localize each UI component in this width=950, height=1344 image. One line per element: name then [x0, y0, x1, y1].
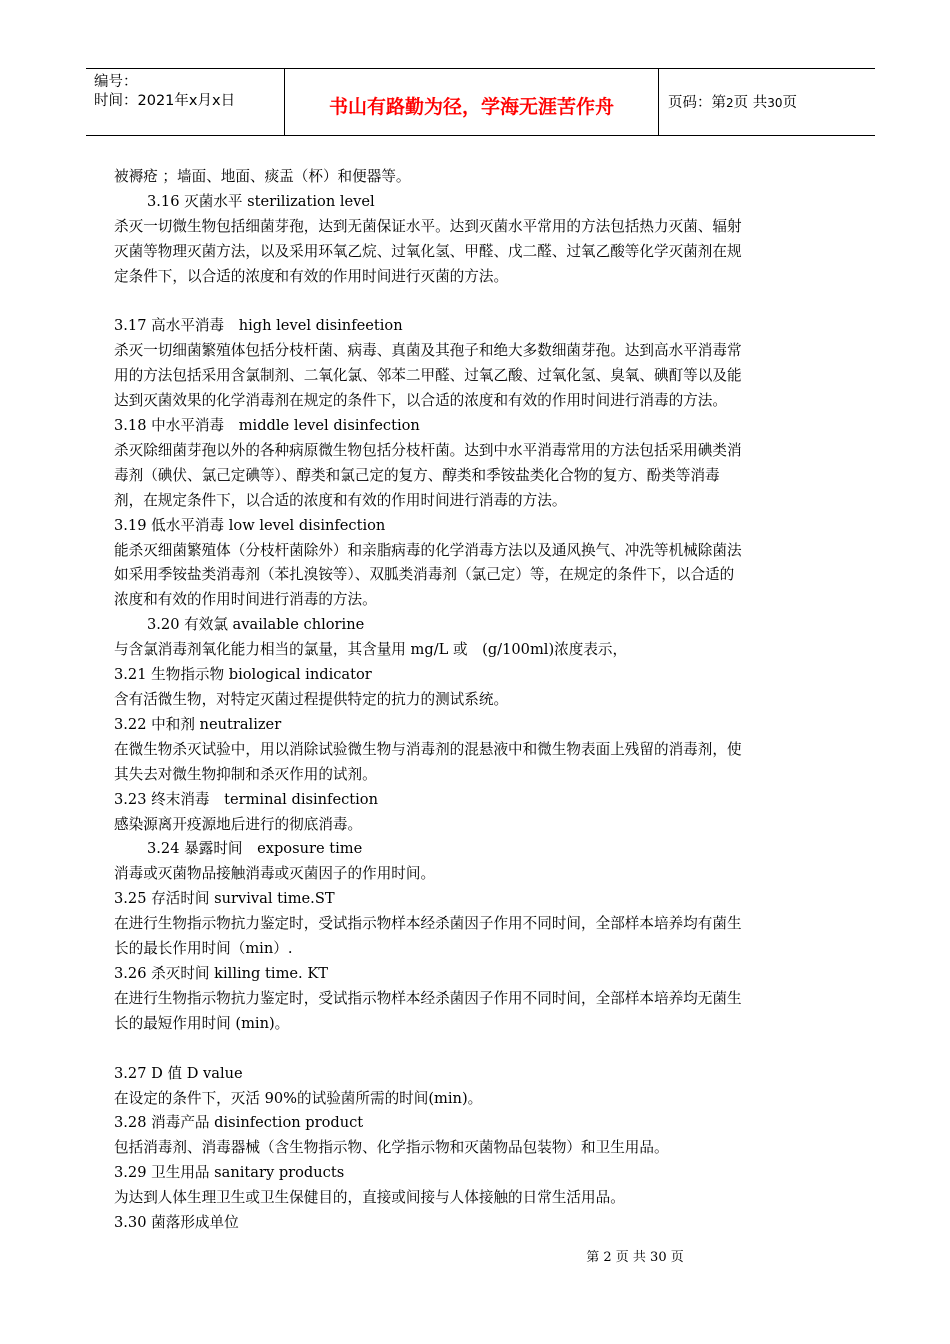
section-heading: 3.20 有效氯 available chlorine [147, 616, 365, 634]
section-heading: 3.17 高水平消毒 high level disinfeetion [114, 317, 403, 335]
page-total: 30 [767, 96, 783, 110]
text-line: 在进行生物指示物抗力鉴定时，受试指示物样本经杀菌因子作用不同时间，全部样本培养均无菌生 [114, 989, 742, 1007]
page-current: 2 [726, 96, 734, 110]
text-line: 用的方法包括采用含氯制剂、二氧化氯、邻苯二甲醛、过氧乙酸、过氧化氢、臭氧、碘酊等以及能 [114, 367, 742, 385]
text-line: 浓度和有效的作用时间进行消毒的方法。 [114, 591, 377, 609]
section-heading: 3.23 终末消毒 terminal disinfection [114, 790, 378, 808]
section-heading: 3.16 灭菌水平 sterilization level [147, 192, 375, 210]
header-motto-cell [285, 69, 659, 135]
section-heading: 3.25 存活时间 survival time.ST [114, 890, 335, 908]
section-heading: 3.27 D 值 D value [114, 1064, 243, 1082]
motto-text: 书山有路勤为径，学海无涯苦作舟 [328, 96, 614, 118]
text-line: 与含氯消毒剂氧化能力相当的氯量，其含量用 mg/L 或 (g/100ml)浓度表示， [114, 641, 628, 659]
section-heading: 3.30 菌落形成单位 [114, 1214, 239, 1232]
text-line: 消毒或灭菌物品接触消毒或灭菌因子的作用时间。 [114, 865, 436, 883]
text-line: 剂，在规定条件下，以合适的浓度和有效的作用时间进行消毒的方法。 [114, 491, 567, 509]
text-line: 在微生物杀灭试验中，用以消除试验微生物与消毒剂的混悬液中和微生物表面上残留的消毒剂，使 [114, 740, 742, 758]
text-line: 达到灭菌效果的化学消毒剂在规定的条件下，以合适的浓度和有效的作用时间进行消毒的方法。 [114, 392, 727, 410]
page-suffix: 页 [782, 95, 798, 111]
text-line: 在设定的条件下，灭活 90%的试验菌所需的时间(min)。 [114, 1089, 483, 1107]
text-line: 为达到人体生理卫生或卫生保健目的，直接或间接与人体接触的日常生活用品。 [114, 1189, 625, 1207]
section-heading: 3.19 低水平消毒 low level disinfection [114, 516, 386, 534]
section-heading: 3.21 生物指示物 biological indicator [114, 666, 372, 684]
doc-time-label: 时间：2021年x月x日 [94, 93, 236, 109]
text-line: 含有活微生物，对特定灭菌过程提供特定的抗力的测试系统。 [114, 691, 509, 709]
text-line: 定条件下，以合适的浓度和有效的作用时间进行灭菌的方法。 [114, 267, 509, 285]
text-line: 在进行生物指示物抗力鉴定时，受试指示物样本经杀菌因子作用不同时间，全部样本培养均有菌生 [114, 915, 742, 933]
blank-line [114, 1037, 854, 1062]
text-line: 杀灭一切细菌繁殖体包括分枝杆菌、病毒、真菌及其孢子和绝大多数细菌芽孢。达到高水平消毒常 [114, 342, 742, 360]
text-line: 毒剂（碘伏、氯己定碘等）、醇类和氯己定的复方、醇类和季铵盐类化合物的复方、酚类等消毒 [114, 466, 720, 484]
text-line: 杀灭除细菌芽孢以外的各种病原微生物包括分枝杆菌。达到中水平消毒常用的方法包括采用碘类消 [114, 441, 742, 459]
page-number-info [668, 94, 797, 113]
page-footer: 第 2 页 共 30 页 [586, 1250, 684, 1265]
header-page-cell [659, 69, 875, 135]
text-line: 包括消毒剂、消毒器械（含生物指示物、化学指示物和灭菌物品包装物）和卫生用品。 [114, 1139, 669, 1157]
header-meta-cell [86, 69, 285, 135]
text-line: 长的最长作用时间（min）. [114, 940, 293, 958]
page-prefix: 页码：第 [668, 95, 726, 111]
section-heading: 3.24 暴露时间 exposure time [147, 840, 363, 858]
text-line: 杀灭一切微生物包括细菌芽孢，达到无菌保证水平。达到灭菌水平常用的方法包括热力灭菌、辐射 [114, 217, 742, 235]
section-heading: 3.18 中水平消毒 middle level disinfection [114, 417, 420, 435]
section-heading: 3.28 消毒产品 disinfection product [114, 1114, 364, 1132]
text-line: 被褥疮 ；墙面、地面、痰盂（杯）和便器等。 [114, 168, 411, 185]
page-mid: 页 共 [733, 95, 768, 111]
section-heading: 3.22 中和剂 neutralizer [114, 715, 282, 733]
text-line: 如采用季铵盐类消毒剂（苯扎溴铵等）、双胍类消毒剂（氯己定）等，在规定的条件下，以合适的 [114, 566, 735, 584]
text-line: 灭菌等物理灭菌方法，以及采用环氧乙烷、过氧化氢、甲醛、戊二醛、过氧乙酸等化学灭菌剂在规 [114, 242, 742, 260]
text-line: 感染源离开疫源地后进行的彻底消毒。 [114, 815, 363, 833]
document-body [114, 165, 854, 1236]
page-header [86, 68, 875, 136]
blank-line [114, 290, 854, 315]
text-line: 长的最短作用时间 (min)。 [114, 1014, 290, 1032]
text-line: 能杀灭细菌繁殖体（分枝杆菌除外）和亲脂病毒的化学消毒方法以及通风换气、冲洗等机械除菌法 [114, 541, 742, 559]
text-line: 其失去对微生物抑制和杀灭作用的试剂。 [114, 765, 377, 783]
doc-number-label: 编号： [94, 74, 138, 90]
section-heading: 3.29 卫生用品 sanitary products [114, 1164, 345, 1182]
section-heading: 3.26 杀灭时间 killing time. KT [114, 964, 328, 982]
